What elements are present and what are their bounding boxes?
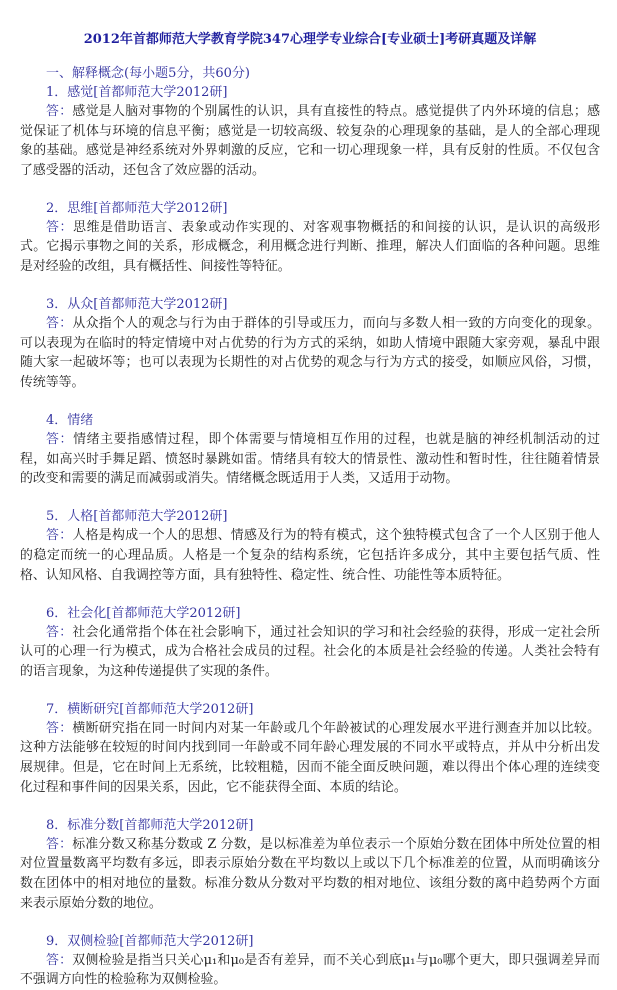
question-item: [20, 199, 600, 277]
answer-text: 感觉是人脑对事物的个别属性的认识，具有直接性的特点。感觉提供了内外环境的信息；感觉保证了机体与环境的信息平衡；感觉是一切较高级、较复杂的心理现象的基础，是人的全部心理现象的基础。感觉是神经系统对外界刺激的反应，它和一切心理现象一样，具有反射的性质。不仅包含了感受器的活动，还包含了效应器的活动。: [20, 104, 601, 178]
answer-label: 答：: [46, 316, 73, 332]
answer-text: 情绪主要指感情过程，即个体需要与情境相互作用的过程，也就是脑的神经机制活动的过程，如高兴时手舞足蹈、愤怒时暴跳如雷。情绪具有较大的情景性、激动性和暂时性，往往随着情景的改变和需要的满足而减弱或消失。情绪概念既适用于人类，又适用于动物。: [20, 432, 601, 487]
answer-paragraph: [20, 218, 600, 277]
question-item: [20, 816, 600, 913]
answer-paragraph: [20, 526, 600, 585]
question-item: [20, 295, 600, 392]
answer-label: 答：: [46, 720, 73, 736]
answer-label: 答：: [46, 528, 73, 544]
answer-paragraph: [20, 719, 600, 797]
question-item: [20, 83, 600, 180]
answer-text: 人格是构成一个人的思想、情感及行为的特有模式，这个独特模式包含了一个人区别于他人的稳定而统一的心理品质。人格是一个复杂的结构系统，它包括许多成分，其中主要包括气质、性格、认知风格、自我调控等方面，具有独特性、稳定性、统合性、功能性等本质特征。: [20, 528, 601, 583]
answer-label: 答：: [46, 624, 73, 640]
question-item: [20, 604, 600, 682]
answer-paragraph: [20, 430, 600, 489]
answer-text: 标准分数又称基分数或 Z 分数，是以标准差为单位表示一个原始分数在团体中所处位置的相对位置量数离平均数有多远，即表示原始分数在平均数以上或以下几个标准差的位置，从而明确该分数在团体中的相对地位的量数。标准分数从分数对平均数的相对地位、该组分数的离中趋势两个方面来表示原始分数的地位。: [20, 836, 601, 911]
question-heading: 3．从众[首都师范大学2012研]: [46, 297, 228, 313]
answer-paragraph: [20, 102, 600, 180]
answer-paragraph: [20, 951, 600, 990]
answer-paragraph: [20, 835, 600, 913]
answer-text: 双侧检验是指当只关心μ₁和μ₀是否有差异，而不关心到底μ₁与μ₀哪个更大，即只强调差异而不强调方向性的检验称为双侧检验。: [20, 952, 601, 988]
question-heading: 6．社会化[首都师范大学2012研]: [46, 605, 241, 621]
answer-paragraph: [20, 623, 600, 682]
question-heading: 7．横断研究[首都师范大学2012研]: [46, 701, 254, 717]
question-heading: 1．感觉[首都师范大学2012研]: [46, 85, 228, 100]
question-item: [20, 507, 600, 585]
item-list: [20, 83, 600, 990]
answer-label: 答：: [46, 952, 73, 968]
question-heading: 5．人格[首都师范大学2012研]: [46, 509, 228, 525]
answer-label: 答：: [46, 219, 74, 235]
question-heading: 9．双侧检验[首都师范大学2012研]: [46, 933, 254, 949]
answer-label: 答：: [46, 104, 73, 119]
question-heading: 2．思维[首都师范大学2012研]: [46, 200, 228, 216]
answer-label: 答：: [46, 836, 73, 852]
question-heading: 8．标准分数[首都师范大学2012研]: [46, 817, 254, 833]
question-item: [20, 700, 600, 797]
answer-text: 从众指个人的观念与行为由于群体的引导或压力，而向与多数人相一致的方向变化的现象。可以表现为在临时的特定情境中对占优势的行为方式的采纳，如助人情境中跟随大家旁观，暴乱中跟随大家一起破坏等；也可以表现为长期性的对占优势的观念与行为方式的接受，如顺应风俗，习惯，传统等等。: [20, 316, 601, 390]
document-title: 2012年首都师范大学教育学院347心理学专业综合[专业硕士]考研真题及详解: [83, 32, 537, 47]
answer-label: 答：: [46, 432, 74, 448]
question-heading: 4．情绪: [46, 413, 94, 429]
answer-text: 社会化通常指个体在社会影响下，通过社会知识的学习和社会经验的获得，形成一定社会所认可的心理一行为模式，成为合格社会成员的过程。社会化的本质是社会经验的传递。人类社会特有的语言现象，为这种传递提供了实现的条件。: [20, 624, 601, 679]
question-item: [20, 411, 600, 489]
answer-text: 思维是借助语言、表象或动作实现的、对客观事物概括的和间接的认识，是认识的高级形式。它揭示事物之间的关系，形成概念，利用概念进行判断、推理，解决人们面临的各种问题。思维是对经验的改组，具有概括性、间接性等特征。: [20, 219, 601, 275]
answer-text: 横断研究指在同一时间内对某一年龄或几个年龄被试的心理发展水平进行测查并加以比较。这种方法能够在较短的时间内找到同一年龄或不同年龄心理发展的不同水平或特点，并从中分析出发展规律。但是，它在时间上无系统，比较粗糙，因而不能全面反映问题，难以得出个体心理的连续变化过程和事件间的因果关系，因此，它不能获得全面、本质的结论。: [20, 720, 601, 795]
question-item: [20, 932, 600, 990]
section-heading: 一、解释概念(每小题5分，共60分): [46, 66, 250, 81]
answer-paragraph: [20, 314, 600, 392]
